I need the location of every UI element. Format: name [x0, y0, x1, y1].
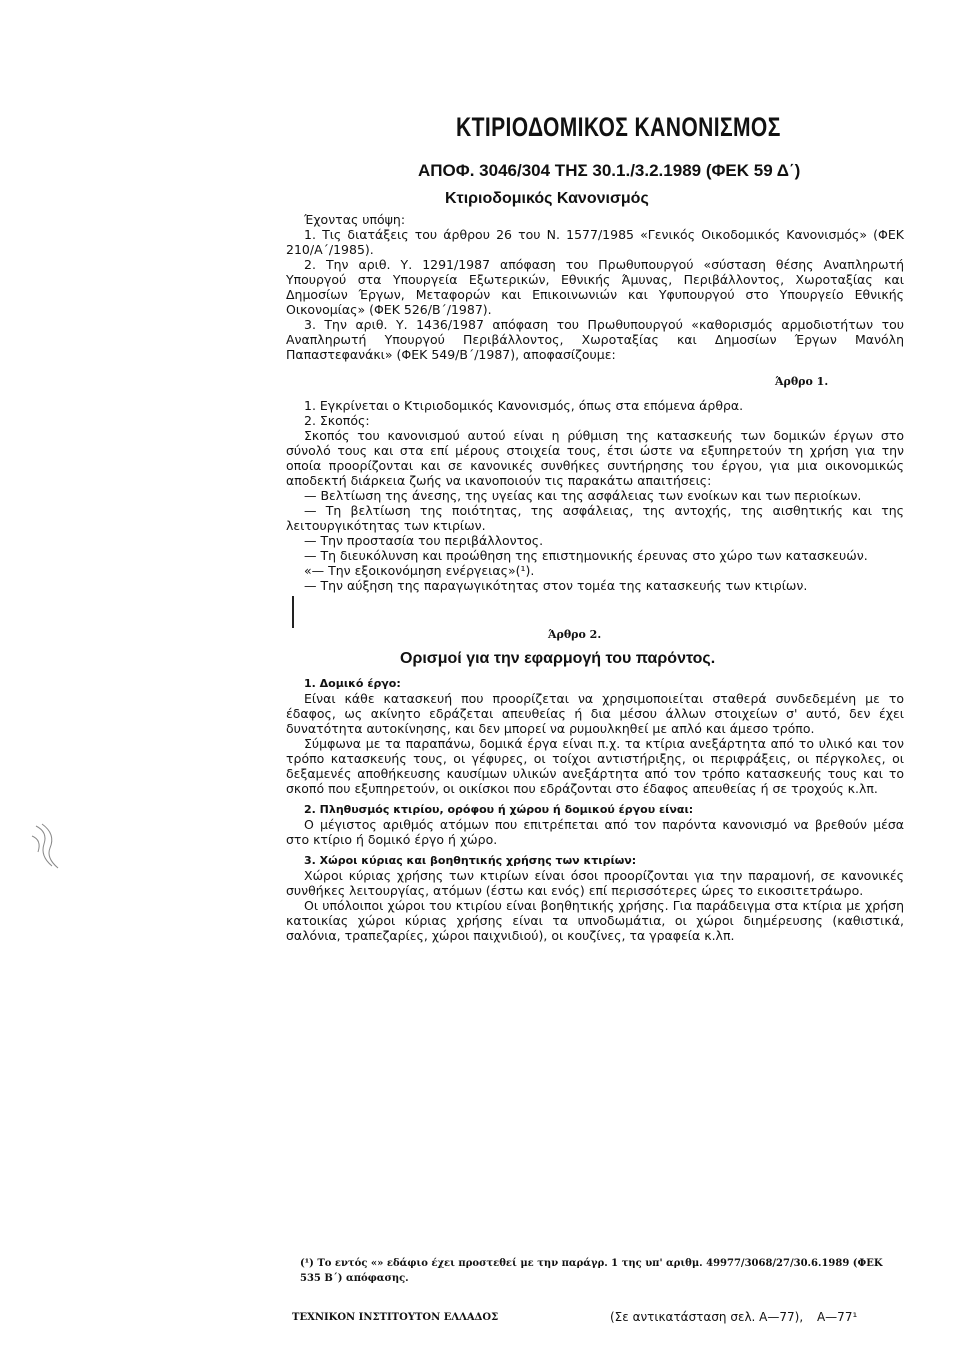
page-number: Α—77¹ [816, 1310, 858, 1324]
list-item: «— Την εξοικονόμηση ενέργειας»(¹). [304, 563, 535, 578]
list-item: — Την προστασία του περιβάλλοντος. [304, 533, 544, 548]
article-2-heading: Άρθρο 2. [548, 628, 602, 641]
paragraph: Οι υπόλοιποι χώροι του κτιρίου είναι βοηθητικής χρήσης. Για παράδειγμα στα κτίρια με χρήση κατοικίας χώροι κύριας χρήσης είναι τα υπνοδωμάτια, οι χώροι διημέρευσης (καθιστικά, σαλόνια, τραπεζαρίες, χώροι παιχνιδιού), οι κουζίνες, τα γραφεία κ.λπ. [286, 898, 904, 943]
preamble-item: 2. Την αριθ. Υ. 1291/1987 απόφαση του Πρωθυπουργού «σύσταση θέσης Αναπληρωτή Υπουργού στα Υπουργεία Εξωτερικών, Εθνικής Άμυνας, Περιβάλλοντος, Χωροταξίας και Δημοσίων Έργων, Μεταφορών και Επικοινωνιών και Υφυπουργού στο Υπουργείο Εθνικής Οικονομίας» (ΦΕΚ 526/Β΄/1987). [286, 257, 904, 317]
preamble-item: 1. Τις διατάξεις του άρθρου 26 του Ν. 1577/1985 «Γενικός Οικοδομικός Κανονισμός» (ΦΕΚ 210/Α΄/1985). [286, 227, 904, 257]
paragraph: Σκοπός του κανονισμού αυτού είναι η ρύθμιση της κατασκευής των δομικών έργων στο σύνολό τους και στα επί μέρους στοιχεία τους, έτσι ώστε να εξυπηρετούν τη χρήση για την οποία προορίζονται και σε κανονικές συνθήκες συντήρησης του έργου, για μια οικονομικώς αποδεκτή διάρκεια ζωής να ικανοποιούν τις παρακάτω απαιτήσεις: [286, 428, 904, 488]
article-1-body [286, 398, 904, 593]
preamble [286, 212, 904, 362]
document-subtitle: Κτιριοδομικός Κανονισμός [445, 190, 649, 207]
paragraph: Σύμφωνα με τα παραπάνω, δομικά έργα είναι π.χ. τα κτίρια ανεξάρτητα από το υλικό και τον τρόπο κατασκευής τους, οι γέφυρες, οι τοίχοι αντιστήριξης, οι περιφράξεις, οι πέργκολες, οι δεξαμενές αποθήκευσης καυσίμων υλικών ανεξάρτητα από τον τρόπο κατασκευής τους και το σκοπό που εξυπηρετούν, οι οικίσκοι που εδράζονται στο έδαφος απευθείας ή σε τροχούς κ.λπ. [286, 736, 904, 796]
preamble-item: 3. Την αριθ. Υ. 1436/1987 απόφαση του Πρωθυπουργού «καθορισμός αρμοδιοτήτων του Αναπληρωτή Υπουργού Περιβάλλοντος, Χωροταξίας και Δημοσίων Έργων Μανόλη Παπαστεφανάκι» (ΦΕΚ 549/Β΄/1987), αποφασίζουμε: [286, 317, 904, 362]
article-2-title: Ορισμοί για την εφαρμογή του παρόντος. [400, 650, 716, 667]
footnote: (¹) Το εντός «» εδάφιο έχει προστεθεί με την παράγρ. 1 της υπ' αριθμ. 49977/3068/27/30.6.1989 (ΦΕΚ 535 Β΄) απόφασης. [300, 1258, 883, 1284]
list-item: — Βελτίωση της άνεσης, της υγείας και της ασφάλειας των ενοίκων και των περιοίκων. [304, 488, 862, 503]
ink-smudge-icon [30, 822, 66, 870]
paragraph: 2. Σκοπός: [304, 413, 370, 428]
list-item: — Τη βελτίωση της ποιότητας, της ασφάλειας, της αντοχής, της αισθητικής και της λειτουργικότητας των κτιρίων. [286, 503, 904, 533]
paragraph: Ο μέγιστος αριθμός ατόμων που επιτρέπεται από τον παρόντα κανονισμό να βρεθούν μέσα στο κτίριο ή δομικό έργο ή χώρο. [286, 817, 904, 847]
document-title: ΚΤΙΡΙΟΔΟΜΙΚΟΣ ΚΑΝΟΝΙΣΜΟΣ [456, 112, 781, 142]
definition-label: 1. Δομικό έργο: [304, 677, 401, 690]
paragraph: Χώροι κύριας χρήσης των κτιρίων είναι όσοι προορίζονται για την παραμονή, σε κανονικές συνθήκες λειτουργίας, ατόμων (έστω και ενός) επί περισσότερες ώρες το εικοσιτετράωρο. [286, 868, 904, 898]
footer-replacement-note: (Σε αντικατάσταση σελ. Α—77) [610, 1310, 800, 1324]
article-2-body [286, 676, 904, 943]
paragraph: Είναι κάθε κατασκευή που προορίζεται να χρησιμοποιείται σταθερά συνδεδεμένη με το έδαφος, ως ακίνητο εδράζεται απευθείας ή δια μέσου άλλων στοιχείων σ' αυτό, δεν έχει δυνατότητα αυτοκίνησης, και δεν μπορεί να ρυμουλκηθεί με απλό και άμεσο τρόπο. [286, 691, 904, 736]
paragraph: 1. Εγκρίνεται ο Κτιριοδομικός Κανονισμός, όπως στα επόμενα άρθρα. [304, 398, 744, 413]
footer-publisher: ΤΕΧΝΙΚΟΝ ΙΝΣΤΙΤΟΥΤΟΝ ΕΛΛΑΔΟΣ [292, 1312, 499, 1323]
margin-mark [292, 596, 294, 628]
list-item: — Τη διευκόλυνση και προώθηση της επιστημονικής έρευνας στο χώρο των κατασκευών. [304, 548, 868, 563]
article-1-heading: Άρθρο 1. [775, 375, 829, 388]
footer-reference: (Σε αντικατάσταση σελ. Α—77), Α—77¹ [610, 1310, 858, 1324]
definition-label: 3. Χώροι κύριας και βοηθητικής χρήσης των κτιρίων: [304, 854, 637, 867]
preamble-intro: Έχοντας υπόψη: [304, 212, 406, 227]
definition-label: 2. Πληθυσμός κτιρίου, ορόφου ή χώρου ή δομικού έργου είναι: [304, 803, 694, 816]
list-item: — Την αύξηση της παραγωγικότητας στον τομέα της κατασκευής των κτιρίων. [304, 578, 808, 593]
decision-reference: ΑΠΟΦ. 3046/304 ΤΗΣ 30.1./3.2.1989 (ΦΕΚ 59 Δ΄) [418, 161, 801, 180]
